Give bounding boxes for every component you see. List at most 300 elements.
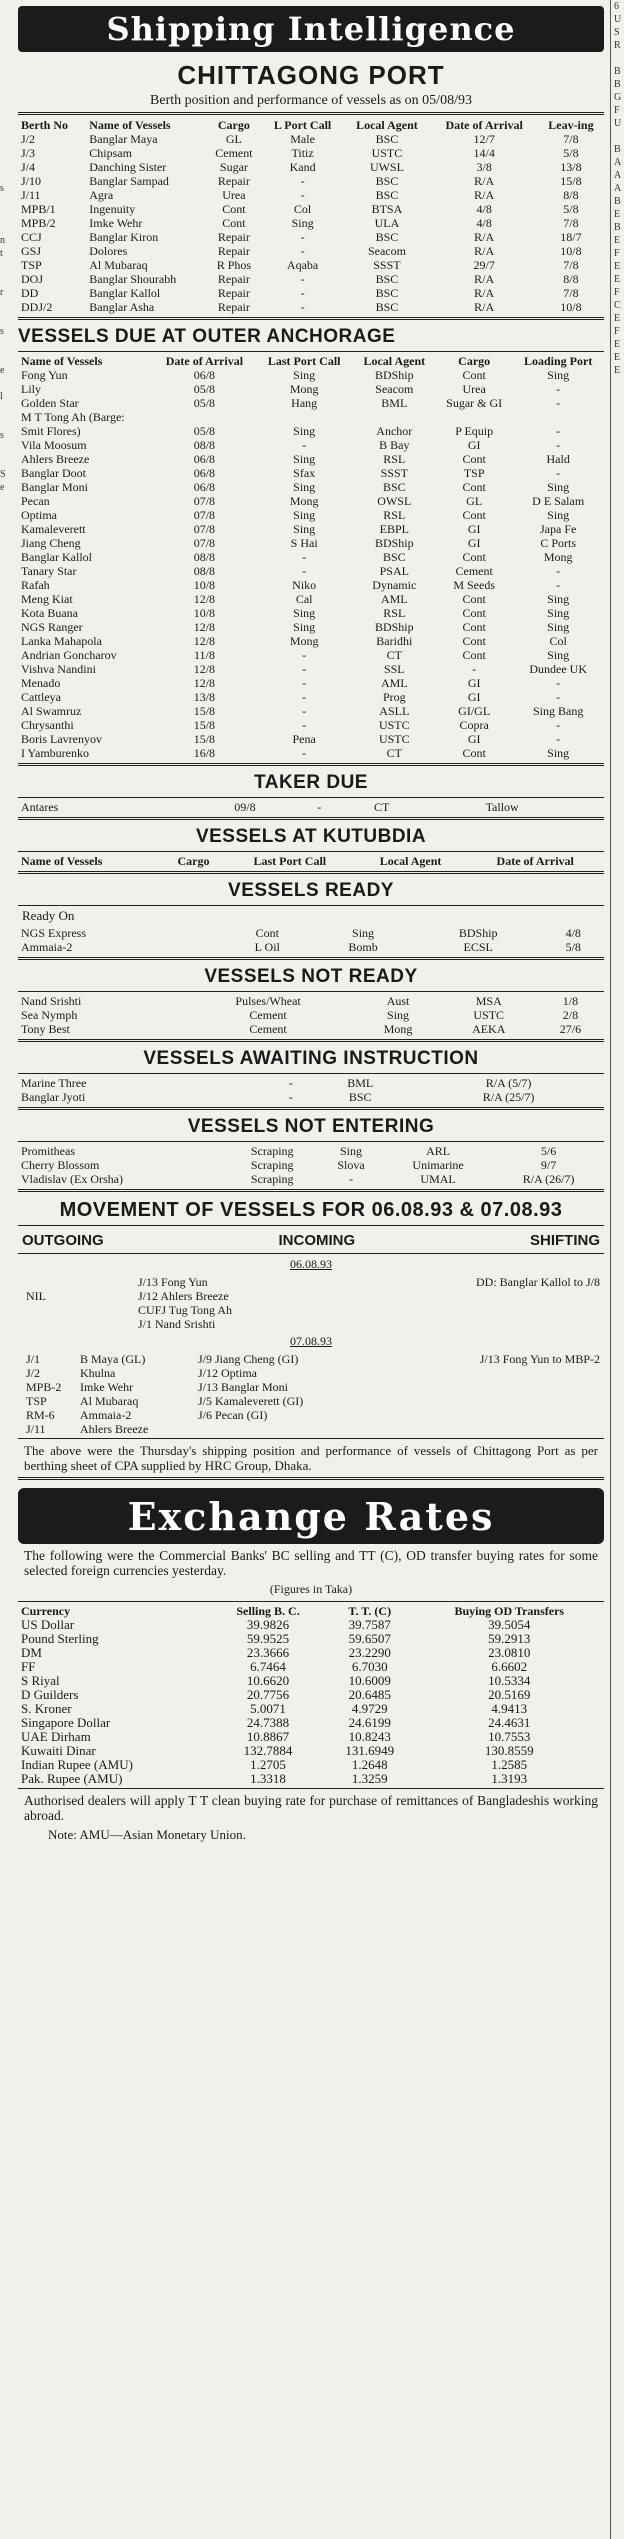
- fragment-letter: r: [0, 287, 4, 298]
- table-cell: D E Salam: [532, 494, 585, 508]
- table-cell: Sing: [291, 216, 314, 230]
- table-cell: 5.0071: [250, 1701, 286, 1716]
- table-cell: 7/8: [563, 286, 579, 300]
- table-cell: Marine Three: [21, 1076, 87, 1090]
- list-item: [18, 1352, 198, 1366]
- table-cell: AML: [380, 676, 408, 690]
- day2-shifting: J/13 Fong Yun to MBP-2: [479, 1352, 600, 1366]
- table-row: [18, 1716, 604, 1730]
- day1-shifting: DD: Banglar Kallol to J/8: [476, 1275, 600, 1289]
- table-cell: Banglar Kallol: [21, 550, 92, 564]
- fragment-letter: E: [614, 209, 621, 220]
- table-cell: Sing: [293, 452, 316, 466]
- table-row: [18, 606, 604, 620]
- column-header: Local Agent: [363, 354, 426, 368]
- table-cell: Al Mubaraq: [89, 258, 148, 272]
- table-cell: EBPL: [379, 522, 409, 536]
- table-cell: Singapore Dollar: [21, 1715, 111, 1730]
- fragment-letter: [0, 130, 14, 143]
- table-cell: [256, 410, 353, 424]
- berth-code: RM-6: [26, 1408, 55, 1422]
- table-cell: 1.3259: [351, 1771, 388, 1786]
- column-header: Loading Port: [524, 354, 593, 368]
- table-cell: Sea Nymph: [21, 1008, 78, 1022]
- column-header: Cargo: [458, 354, 491, 368]
- table-cell: Sing: [547, 746, 570, 760]
- table-row: [18, 132, 604, 146]
- table-cell: ULA: [374, 216, 400, 230]
- table-row: [18, 994, 604, 1008]
- table-cell: Lily: [21, 382, 41, 396]
- table-cell: 12/8: [193, 620, 216, 634]
- table-cell: Cement: [455, 564, 493, 578]
- table-cell: 59.6507: [348, 1631, 391, 1646]
- table-cell: BSC: [348, 1090, 372, 1104]
- table-cell: Scraping: [250, 1144, 294, 1158]
- fragment-letter: [0, 299, 14, 312]
- table-cell: 14/4: [473, 146, 495, 160]
- table-cell: Scraping: [250, 1158, 294, 1172]
- berth-header-row: [18, 118, 604, 132]
- table-cell: Cement: [249, 1022, 287, 1036]
- table-cell: -: [300, 286, 305, 300]
- table-cell: TSP: [463, 466, 485, 480]
- table-row: [18, 690, 604, 704]
- table-cell: Cont: [462, 592, 486, 606]
- table-row: [18, 926, 604, 940]
- table-cell: MPB/1: [21, 202, 56, 216]
- table-row: [18, 1144, 604, 1158]
- table-cell: -: [302, 648, 307, 662]
- table-row: [18, 230, 604, 244]
- fragment-letter: E: [614, 339, 621, 350]
- table-cell: -: [302, 718, 307, 732]
- column-header: Local Agent: [356, 118, 418, 132]
- table-cell: Cont: [462, 550, 486, 564]
- table-cell: 07/8: [193, 508, 216, 522]
- table-cell: BDShip: [374, 368, 414, 382]
- table-cell: BSC: [375, 230, 399, 244]
- table-cell: Niko: [292, 578, 317, 592]
- table-cell: Mong: [289, 634, 319, 648]
- fragment-letter: [0, 403, 14, 416]
- table-cell: 4/8: [476, 202, 492, 216]
- awaiting-instruction-heading: VESSELS AWAITING INSTRUCTION: [143, 1048, 479, 1069]
- table-cell: -: [302, 690, 307, 704]
- table-row: [18, 648, 604, 662]
- table-cell: -: [556, 466, 561, 480]
- table-cell: 10.6620: [246, 1673, 290, 1688]
- table-cell: 07/8: [193, 522, 216, 536]
- list-item: J/9 Jiang Cheng (GI): [198, 1352, 299, 1366]
- table-cell: Hang: [291, 396, 318, 410]
- table-cell: Boris Lavrenyov: [21, 732, 102, 746]
- day1-incoming: [138, 1275, 368, 1331]
- table-cell: Seacom: [367, 244, 406, 258]
- table-row: [18, 620, 604, 634]
- fragment-letter: [0, 377, 14, 390]
- not-entering-table: [18, 1144, 604, 1186]
- table-cell: Sing: [293, 522, 316, 536]
- fragment-letter: B: [614, 222, 621, 233]
- table-cell: Ahlers Breeze: [21, 452, 90, 466]
- fragment-letter: [0, 351, 14, 364]
- table-cell: Sing: [293, 606, 316, 620]
- table-cell: 13/8: [193, 690, 216, 704]
- table-cell: -: [556, 690, 561, 704]
- table-cell: OWSL: [377, 494, 412, 508]
- vessel-name: Al Mubaraq: [80, 1394, 139, 1408]
- fragment-letter: B: [614, 79, 621, 90]
- table-cell: RSL: [383, 452, 406, 466]
- table-row: [18, 1702, 604, 1716]
- table-cell: USTC: [371, 146, 403, 160]
- table-cell: 10.8867: [246, 1729, 290, 1744]
- vessel-name: Imke Wehr: [80, 1380, 134, 1394]
- table-cell: SSST: [373, 258, 401, 272]
- table-cell: 5/6: [540, 1144, 557, 1158]
- table-row: [18, 1022, 604, 1036]
- table-cell: Dolores: [89, 244, 128, 258]
- fragment-letter: U: [614, 118, 622, 129]
- table-cell: BDShip: [374, 536, 414, 550]
- table-cell: RSL: [383, 508, 406, 522]
- table-cell: Cont: [462, 648, 486, 662]
- table-row: [18, 452, 604, 466]
- table-cell: Col: [293, 202, 312, 216]
- table-cell: Copra: [459, 718, 489, 732]
- table-cell: Sing: [547, 648, 570, 662]
- table-cell: Sing: [387, 1008, 410, 1022]
- table-cell: Indian Rupee (AMU): [21, 1757, 133, 1772]
- kutubdia-table: [18, 854, 604, 868]
- table-row: [18, 1090, 604, 1104]
- table-cell: 23.2290: [348, 1645, 391, 1660]
- fragment-letter: [614, 130, 624, 143]
- table-cell: GL: [466, 494, 483, 508]
- table-cell: Sing: [547, 620, 570, 634]
- table-cell: 08/8: [193, 564, 216, 578]
- table-cell: -: [348, 1172, 353, 1186]
- table-cell: Andrian Goncharov: [21, 648, 117, 662]
- table-cell: 07/8: [193, 494, 216, 508]
- table-cell: Banglar Kiron: [89, 230, 159, 244]
- table-cell: Tony Best: [21, 1022, 70, 1036]
- table-cell: [580, 800, 604, 814]
- table-cell: 1/8: [562, 994, 579, 1008]
- shipping-footnote: The above were the Thursday's shipping position and performance of vessels of Chittagong Port as per berthing sheet of CPA supplied by HRC Group, Dhaka.: [24, 1443, 598, 1473]
- table-cell: BSC: [382, 550, 406, 564]
- fragment-letter: n: [0, 235, 5, 246]
- column-header: Currency: [21, 1604, 71, 1618]
- table-cell: R/A: [474, 272, 495, 286]
- table-cell: Cont: [462, 452, 486, 466]
- table-cell: D Guilders: [21, 1687, 79, 1702]
- table-cell: 05/8: [193, 382, 216, 396]
- vessels-ready-table: [18, 926, 604, 954]
- right-column-fragment: [610, 0, 624, 2539]
- fragment-letter: E: [614, 352, 621, 363]
- table-cell: 131.6949: [345, 1743, 395, 1758]
- movement-date-2: 07.08.93: [290, 1334, 332, 1348]
- fragment-letter: s: [0, 430, 4, 441]
- table-cell: BTSA: [371, 202, 403, 216]
- table-row: [18, 1158, 604, 1172]
- list-item: [18, 1394, 198, 1408]
- table-cell: Banglar Sampad: [89, 174, 169, 188]
- fragment-letter: E: [614, 261, 621, 272]
- table-cell: Vishva Nandini: [21, 662, 96, 676]
- column-header: Selling B. C.: [236, 1604, 300, 1618]
- table-cell: DM: [21, 1645, 42, 1660]
- table-cell: -: [302, 662, 307, 676]
- table-cell: Prog: [382, 690, 406, 704]
- list-item: [18, 1366, 198, 1380]
- table-cell: GI: [467, 732, 481, 746]
- table-row: [18, 382, 604, 396]
- table-row: [18, 800, 604, 814]
- table-cell: Urea: [462, 382, 486, 396]
- outgoing-label: OUTGOING: [22, 1232, 104, 1249]
- table-cell: Menado: [21, 676, 61, 690]
- table-row: [18, 564, 604, 578]
- shifting-label: SHIFTING: [530, 1232, 600, 1249]
- table-cell: SSL: [383, 662, 405, 676]
- fragment-letter: e: [0, 482, 5, 493]
- table-cell: US Dollar: [21, 1617, 75, 1632]
- table-cell: 23.0810: [488, 1645, 531, 1660]
- fragment-letter: [0, 117, 14, 130]
- table-cell: Repair: [217, 174, 250, 188]
- table-cell: Sing: [293, 368, 316, 382]
- table-cell: BSC: [375, 174, 399, 188]
- table-cell: Repair: [217, 244, 250, 258]
- table-cell: Banglar Moni: [21, 480, 88, 494]
- column-header: Buying OD Transfers: [454, 1604, 565, 1618]
- table-cell: 07/8: [193, 536, 216, 550]
- table-row: [18, 188, 604, 202]
- fragment-letter: [0, 52, 14, 65]
- table-cell: Cement: [249, 1008, 287, 1022]
- table-cell: Ammaia-2: [21, 940, 73, 954]
- table-cell: 20.7756: [246, 1687, 290, 1702]
- fragment-letter: A: [614, 170, 622, 181]
- table-cell: BSC: [375, 272, 399, 286]
- table-cell: NGS Ranger: [21, 620, 83, 634]
- column-header: Date of Arrival: [496, 854, 574, 868]
- table-row: [18, 1618, 604, 1632]
- list-item: CUFJ Tug Tong Ah: [138, 1303, 232, 1317]
- table-row: [18, 522, 604, 536]
- table-cell: Cont: [462, 746, 486, 760]
- table-row: [18, 1660, 604, 1674]
- table-cell: Optima: [21, 508, 57, 522]
- table-cell: Unimarine: [412, 1158, 464, 1172]
- list-item: [18, 1422, 198, 1436]
- table-cell: R/A (25/7): [482, 1090, 535, 1104]
- table-cell: ARL: [426, 1144, 451, 1158]
- list-item: [18, 1408, 198, 1422]
- column-header: Date of Arrival: [165, 354, 244, 368]
- table-cell: [153, 410, 256, 424]
- table-cell: [254, 1090, 274, 1104]
- berth-code: J/2: [26, 1366, 41, 1380]
- table-cell: Sing: [547, 606, 570, 620]
- table-cell: DDJ/2: [21, 300, 53, 314]
- exchange-header-row: [18, 1604, 604, 1618]
- fragment-letter: B: [614, 196, 621, 207]
- table-cell: R/A: [474, 230, 495, 244]
- table-cell: Cattleya: [21, 690, 61, 704]
- table-cell: UMAL: [420, 1172, 456, 1186]
- table-cell: Pound Sterling: [21, 1631, 99, 1646]
- table-cell: Rafah: [21, 578, 50, 592]
- awaiting-table: [18, 1076, 604, 1104]
- table-cell: DOJ: [21, 272, 44, 286]
- table-cell: P Equip: [455, 424, 494, 438]
- table-cell: Ingenuity: [89, 202, 136, 216]
- table-cell: BDShip: [374, 620, 414, 634]
- shipping-column: [18, 6, 604, 1845]
- fragment-letter: [0, 156, 14, 169]
- table-cell: 08/8: [193, 438, 216, 452]
- table-cell: -: [302, 564, 307, 578]
- table-cell: 12/7: [473, 132, 495, 146]
- table-cell: -: [300, 188, 305, 202]
- table-cell: Nand Srishti: [21, 994, 82, 1008]
- column-header: Cargo: [217, 118, 250, 132]
- table-row: [18, 1632, 604, 1646]
- vessel-name: Ammaia-2: [80, 1408, 132, 1422]
- table-row: [18, 732, 604, 746]
- table-cell: Slova: [337, 1158, 365, 1172]
- movement-column-heads: [22, 1232, 600, 1249]
- table-row: [18, 634, 604, 648]
- table-cell: 5/8: [565, 940, 581, 954]
- table-cell: Mong: [289, 382, 319, 396]
- table-cell: BSC: [375, 286, 399, 300]
- left-column-fragment: [0, 0, 14, 2539]
- table-cell: 16/8: [193, 746, 216, 760]
- fragment-letter: [0, 416, 14, 429]
- fragment-letter: E: [614, 313, 621, 324]
- table-cell: BML: [381, 396, 408, 410]
- table-cell: Dundee UK: [529, 662, 587, 676]
- table-cell: Sing: [547, 480, 570, 494]
- table-cell: CT: [386, 648, 402, 662]
- day1-outgoing: NIL: [26, 1289, 46, 1303]
- table-cell: -: [300, 300, 305, 314]
- list-item: J/12 Optima: [198, 1366, 257, 1380]
- table-cell: 10.8243: [348, 1729, 391, 1744]
- exchange-table: [18, 1604, 604, 1786]
- fragment-letter: [0, 273, 14, 286]
- fragment-letter: E: [614, 274, 621, 285]
- table-cell: 130.8559: [484, 1743, 534, 1758]
- table-cell: Pak. Rupee (AMU): [21, 1771, 123, 1786]
- table-cell: Cont: [462, 606, 486, 620]
- vessels-not-ready-heading: VESSELS NOT READY: [204, 966, 418, 987]
- table-cell: 39.9826: [246, 1617, 290, 1632]
- list-item: J/13 Fong Yun: [138, 1275, 208, 1289]
- column-header: Name of Vessels: [21, 854, 103, 868]
- fragment-letter: s: [0, 183, 4, 194]
- table-cell: -: [556, 424, 561, 438]
- table-cell: S Hai: [290, 536, 318, 550]
- table-cell: Chrysanthi: [21, 718, 74, 732]
- table-row: [18, 676, 604, 690]
- table-cell: UWSL: [369, 160, 404, 174]
- table-cell: 05/8: [193, 396, 216, 410]
- fragment-letter: A: [614, 157, 622, 168]
- list-item: J/6 Pecan (GI): [198, 1408, 268, 1422]
- table-cell: Sing: [547, 508, 570, 522]
- table-cell: BSC: [375, 300, 399, 314]
- table-row: [18, 174, 604, 188]
- table-cell: Dynamic: [372, 578, 417, 592]
- table-cell: J/10: [21, 174, 42, 188]
- list-item: J/5 Kamaleverett (GI): [198, 1394, 304, 1408]
- fragment-letter: R: [614, 40, 621, 51]
- table-cell: Pulses/Wheat: [235, 994, 301, 1008]
- column-header: T. T. (C): [348, 1604, 392, 1618]
- table-cell: 12/8: [193, 634, 216, 648]
- fragment-letter: G: [614, 92, 622, 103]
- table-cell: Cont: [462, 634, 486, 648]
- list-item: J/13 Banglar Moni: [198, 1380, 288, 1394]
- column-header: L Port Call: [273, 118, 332, 132]
- table-cell: Smit Flores): [21, 424, 81, 438]
- table-cell: Tanary Star: [21, 564, 77, 578]
- table-cell: 15/8: [193, 718, 216, 732]
- table-row: [18, 300, 604, 314]
- port-subtitle: Berth position and performance of vessels as on 05/08/93: [150, 93, 472, 108]
- fragment-letter: B: [614, 144, 621, 155]
- column-header: Leav-ing: [548, 118, 594, 132]
- table-row: [18, 1008, 604, 1022]
- column-header: Last Port Call: [253, 854, 327, 868]
- table-cell: 13/8: [560, 160, 582, 174]
- table-cell: -: [556, 676, 561, 690]
- table-cell: 15/8: [193, 704, 216, 718]
- table-row: [18, 286, 604, 300]
- table-cell: MPB/2: [21, 216, 56, 230]
- table-cell: Sing: [352, 926, 375, 940]
- berth-code: MPB-2: [26, 1380, 62, 1394]
- table-cell: -: [317, 800, 322, 814]
- fragment-letter: S: [0, 469, 6, 480]
- table-cell: 20.6485: [348, 1687, 391, 1702]
- table-row: [18, 410, 604, 424]
- berth-table: [18, 118, 604, 314]
- table-cell: 09/8: [234, 800, 256, 814]
- table-cell: Cont: [462, 508, 486, 522]
- fragment-letter: E: [614, 235, 621, 246]
- table-cell: 27/6: [559, 1022, 582, 1036]
- fragment-letter: [0, 143, 14, 156]
- table-row: [18, 160, 604, 174]
- table-cell: 8/8: [563, 188, 579, 202]
- table-cell: J/2: [21, 132, 36, 146]
- table-cell: -: [288, 1090, 293, 1104]
- table-row: [18, 216, 604, 230]
- table-cell: 20.5169: [488, 1687, 531, 1702]
- fragment-letter: e: [0, 365, 5, 376]
- table-cell: Cont: [222, 202, 246, 216]
- exchange-note: Note: AMU—Asian Monetary Union.: [48, 1827, 246, 1842]
- table-cell: GI: [467, 536, 481, 550]
- table-cell: Cont: [255, 926, 279, 940]
